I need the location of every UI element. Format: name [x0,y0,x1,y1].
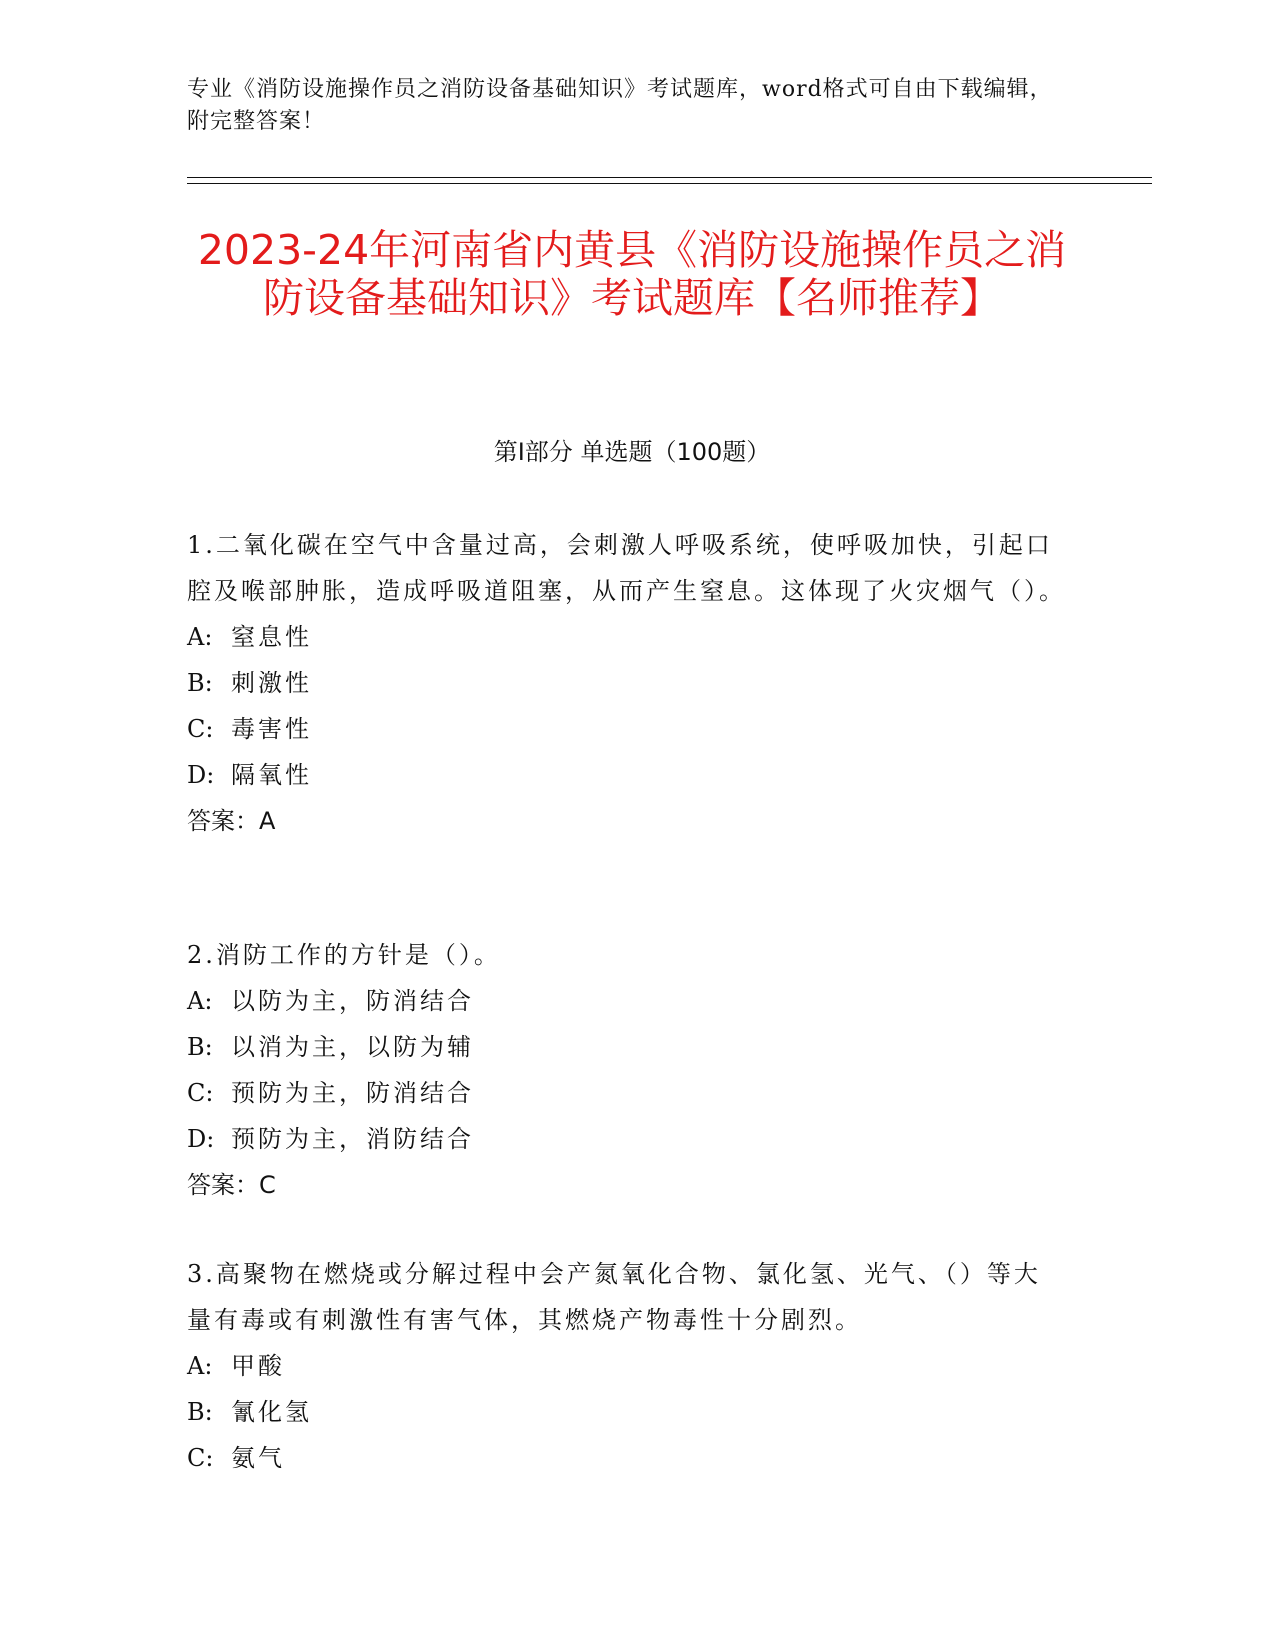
option-letter: C: [187,715,214,743]
option-text: 预防为主，防消结合 [231,1079,474,1107]
option-letter: B: [187,1398,213,1426]
option-text: 甲酸 [231,1352,285,1380]
option-text: 氨气 [231,1444,285,1472]
option-letter: A: [187,987,213,1015]
option-letter: A: [187,623,213,651]
option-text: 窒息性 [231,623,312,651]
option-a [187,614,1067,660]
option-b [187,660,1067,706]
option-text: 毒害性 [231,715,312,743]
document-title: 2023-24年河南省内黄县《消防设施操作员之消防设备基础知识》考试题库【名师推荐】 [197,226,1067,322]
question-2 [187,932,1067,1208]
option-letter: B: [187,669,213,697]
question-stem: 2.消防工作的方针是（）。 [187,941,501,969]
option-text: 氰化氢 [231,1398,312,1426]
option-letter: A: [187,1352,213,1380]
question-stem: 3.高聚物在燃烧或分解过程中会产氮氧化合物、氯化氢、光气、（）等大量有毒或有刺激性有害气体，其燃烧产物毒性十分剧烈。 [187,1260,1041,1334]
header-divider-bottom [187,183,1152,184]
option-letter: C: [187,1079,214,1107]
option-letter: D: [187,761,215,789]
option-b [187,1389,1067,1435]
option-text: 以消为主，以防为辅 [231,1033,474,1061]
option-d [187,1116,1067,1162]
option-a [187,1343,1067,1389]
answer-label: 答案： [187,807,259,835]
option-letter: B: [187,1033,213,1061]
question-1 [187,522,1067,844]
option-c [187,1435,1067,1481]
option-c [187,706,1067,752]
option-text: 隔氧性 [231,761,312,789]
option-text: 以防为主，防消结合 [231,987,474,1015]
answer-value: C [259,1171,276,1199]
answer-value: A [259,807,276,835]
question-stem: 1.二氧化碳在空气中含量过高，会刺激人呼吸系统，使呼吸加快，引起口腔及喉部肿胀，造成呼吸道阻塞，从而产生窒息。这体现了火灾烟气（）。 [187,531,1066,605]
header-divider-top [187,177,1152,178]
answer-line [187,1162,1067,1208]
option-letter: D: [187,1125,215,1153]
question-3 [187,1251,1067,1481]
answer-label: 答案： [187,1171,259,1199]
section-title: 第I部分 单选题（100题） [493,438,771,466]
option-letter: C: [187,1444,214,1472]
option-b [187,1024,1067,1070]
option-a [187,978,1067,1024]
header-note: 专业《消防设施操作员之消防设备基础知识》考试题库，word格式可自由下载编辑，附完整答案！ [187,77,1053,134]
option-c [187,1070,1067,1116]
option-text: 预防为主，消防结合 [231,1125,474,1153]
option-text: 刺激性 [231,669,312,697]
option-d [187,752,1067,798]
answer-line [187,798,1067,844]
